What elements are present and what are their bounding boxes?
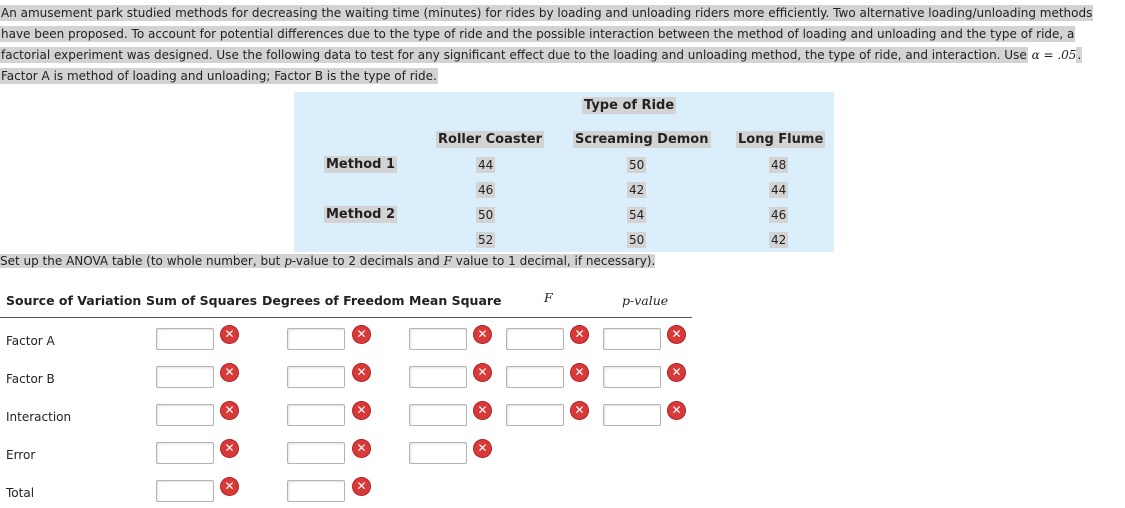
interaction-ms-input[interactable]	[409, 404, 467, 426]
incorrect-icon: ✕	[353, 326, 370, 343]
incorrect-icon: ✕	[571, 402, 588, 419]
data-cell: 42	[771, 233, 787, 247]
type-of-ride-header: Type of Ride	[584, 98, 675, 113]
anova-header-divider	[0, 317, 692, 318]
row-label-total: Total	[6, 486, 35, 500]
incorrect-icon: ✕	[353, 478, 370, 495]
incorrect-icon: ✕	[221, 440, 238, 457]
incorrect-icon: ✕	[668, 402, 685, 419]
data-cell: 46	[771, 208, 787, 222]
interaction-df-input[interactable]	[287, 404, 345, 426]
incorrect-icon: ✕	[221, 364, 238, 381]
data-cell: 50	[629, 158, 645, 172]
problem-line-3: factorial experiment was designed. Use the following data to test for any significant effect due to the loading and unloading method, the type of ride, and interaction. Use	[1, 48, 1027, 62]
instruction-text-1: Set up the ANOVA table (to whole number, but	[0, 254, 285, 268]
instruction-text-3: value to 1 decimal, if necessary).	[451, 254, 656, 268]
header-degrees-of-freedom: Degrees of Freedom	[262, 293, 405, 308]
factor-a-f-input[interactable]	[506, 328, 564, 350]
alpha-period: .	[1077, 48, 1082, 62]
factor-b-df-input[interactable]	[287, 366, 345, 388]
instruction-text-2: -value to 2 decimals and	[291, 254, 444, 268]
header-p-value	[622, 293, 668, 308]
header-p-value-text: p-value	[622, 293, 669, 308]
data-cell: 44	[478, 158, 494, 172]
problem-line-4: Factor A is method of loading and unloading; Factor B is the type of ride.	[1, 69, 437, 83]
interaction-p-input[interactable]	[603, 404, 661, 426]
row-header-method-1: Method 1	[326, 157, 396, 172]
header-sum-of-squares: Sum of Squares	[146, 293, 258, 308]
incorrect-icon: ✕	[474, 440, 491, 457]
row-label-error: Error	[6, 448, 36, 462]
incorrect-icon: ✕	[353, 440, 370, 457]
problem-line-2: have been proposed. To account for potential differences due to the type of ride and the possible interaction between the method of loading and unloading and the type of ride, a	[1, 27, 1075, 41]
header-mean-square: Mean Square	[409, 293, 502, 308]
f-symbol: F	[443, 254, 452, 268]
data-cell: 46	[478, 183, 494, 197]
total-ss-input[interactable]	[156, 480, 214, 502]
incorrect-icon: ✕	[353, 364, 370, 381]
data-cell: 54	[629, 208, 645, 222]
factor-a-df-input[interactable]	[287, 328, 345, 350]
error-df-input[interactable]	[287, 442, 345, 464]
alpha-expression: α = .05	[1031, 48, 1077, 62]
column-header-screaming-demon: Screaming Demon	[575, 132, 709, 147]
data-table	[294, 92, 834, 252]
data-cell: 48	[771, 158, 787, 172]
factor-b-f-input[interactable]	[506, 366, 564, 388]
incorrect-icon: ✕	[353, 402, 370, 419]
data-cell: 50	[629, 233, 645, 247]
factor-a-ss-input[interactable]	[156, 328, 214, 350]
interaction-ss-input[interactable]	[156, 404, 214, 426]
row-label-factor-a: Factor A	[6, 334, 55, 348]
p-symbol: p	[284, 254, 292, 268]
factor-b-ms-input[interactable]	[409, 366, 467, 388]
total-df-input[interactable]	[287, 480, 345, 502]
factor-a-ms-input[interactable]	[409, 328, 467, 350]
incorrect-icon: ✕	[571, 364, 588, 381]
row-header-method-2: Method 2	[326, 207, 396, 222]
interaction-f-input[interactable]	[506, 404, 564, 426]
error-ms-input[interactable]	[409, 442, 467, 464]
data-cell: 52	[478, 233, 494, 247]
incorrect-icon: ✕	[221, 402, 238, 419]
incorrect-icon: ✕	[668, 364, 685, 381]
row-label-factor-b: Factor B	[6, 372, 55, 386]
incorrect-icon: ✕	[474, 326, 491, 343]
anova-instruction	[0, 254, 655, 268]
incorrect-icon: ✕	[221, 326, 238, 343]
header-f: F	[544, 290, 553, 305]
factor-b-p-input[interactable]	[603, 366, 661, 388]
incorrect-icon: ✕	[474, 402, 491, 419]
incorrect-icon: ✕	[571, 326, 588, 343]
row-label-interaction: Interaction	[6, 410, 72, 424]
data-cell: 44	[771, 183, 787, 197]
data-cell: 42	[629, 183, 645, 197]
problem-statement	[0, 3, 1106, 87]
incorrect-icon: ✕	[474, 364, 491, 381]
column-header-roller-coaster: Roller Coaster	[438, 132, 543, 147]
factor-b-ss-input[interactable]	[156, 366, 214, 388]
header-source-of-variation: Source of Variation	[6, 293, 142, 308]
problem-line-1: An amusement park studied methods for decreasing the waiting time (minutes) for rides by loading and unloading riders more efficiently. Two alternative loading/unloading methods	[1, 6, 1093, 20]
factor-a-p-input[interactable]	[603, 328, 661, 350]
data-cell: 50	[478, 208, 494, 222]
incorrect-icon: ✕	[668, 326, 685, 343]
column-header-long-flume: Long Flume	[738, 132, 824, 147]
error-ss-input[interactable]	[156, 442, 214, 464]
incorrect-icon: ✕	[221, 478, 238, 495]
